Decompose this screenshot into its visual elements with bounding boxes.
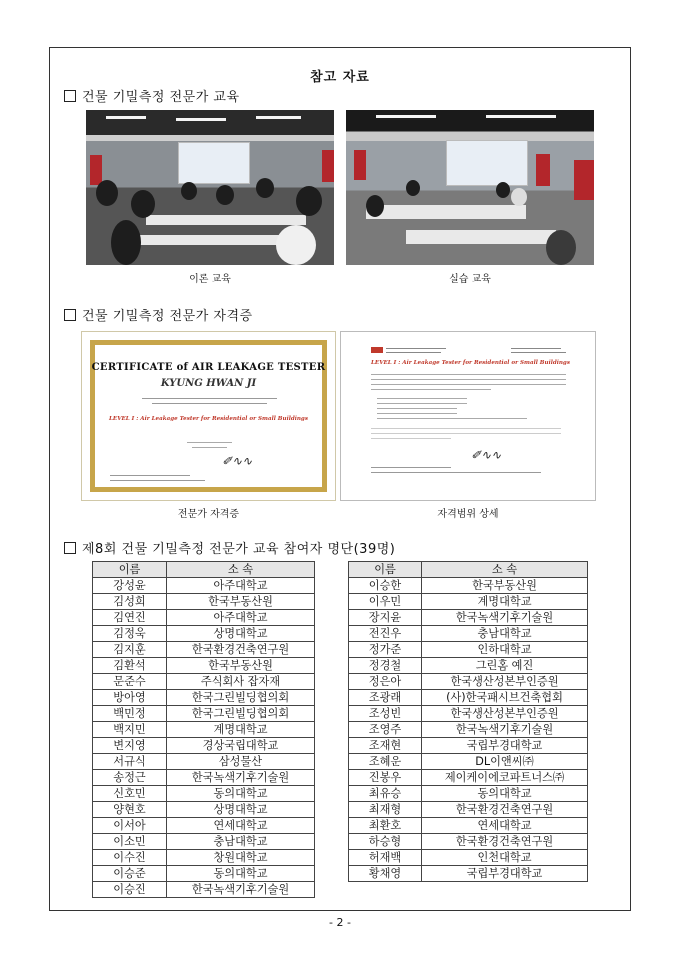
header-name: 이름 <box>349 562 422 578</box>
table-row <box>93 722 315 738</box>
participant-name: 허재백 <box>349 850 422 866</box>
participant-name: 이승진 <box>93 882 167 898</box>
table-row <box>93 658 315 674</box>
participant-affiliation: 동의대학교 <box>167 786 315 802</box>
participant-name: 방아영 <box>93 690 167 706</box>
table-row <box>93 738 315 754</box>
participant-affiliation: 한국부동산원 <box>422 578 588 594</box>
table-row <box>349 818 588 834</box>
caption-practice: 실습 교육 <box>449 274 491 285</box>
participant-name: 정은아 <box>349 674 422 690</box>
table-row <box>93 690 315 706</box>
table-row <box>93 802 315 818</box>
participant-affiliation: 국립부경대학교 <box>422 738 588 754</box>
table-row <box>349 642 588 658</box>
participant-affiliation: 연세대학교 <box>422 818 588 834</box>
checkbox-square-icon <box>64 542 76 554</box>
participant-affiliation: 상명대학교 <box>167 802 315 818</box>
table-row <box>349 770 588 786</box>
participant-name: 황채영 <box>349 866 422 882</box>
section-certificate: 건물 기밀측정 전문가 자격증 <box>64 305 253 324</box>
participant-name: 전진우 <box>349 626 422 642</box>
participant-affiliation: 한국환경건축연구원 <box>167 642 315 658</box>
participant-name: 이서아 <box>93 818 167 834</box>
checkbox-square-icon <box>64 309 76 321</box>
participants-table-right <box>348 561 588 882</box>
participant-affiliation: 아주대학교 <box>167 610 315 626</box>
participant-affiliation: 계명대학교 <box>422 594 588 610</box>
table-row <box>349 834 588 850</box>
participant-affiliation: 한국생산성본부인증원 <box>422 674 588 690</box>
participant-affiliation: (사)한국패시브건축협회 <box>422 690 588 706</box>
participant-name: 송정근 <box>93 770 167 786</box>
participant-name: 조재현 <box>349 738 422 754</box>
participant-affiliation: 국립부경대학교 <box>422 866 588 882</box>
table-header-row <box>93 562 315 578</box>
participant-name: 양현호 <box>93 802 167 818</box>
theory-lecture-photo <box>86 110 334 265</box>
table-row <box>349 866 588 882</box>
participant-name: 김정욱 <box>93 626 167 642</box>
table-row <box>349 754 588 770</box>
table-row <box>349 738 588 754</box>
participant-affiliation: 한국녹색기후기술원 <box>422 722 588 738</box>
table-row <box>93 770 315 786</box>
table-row <box>93 786 315 802</box>
participant-affiliation: 한국환경건축연구원 <box>422 834 588 850</box>
participant-name: 백지민 <box>93 722 167 738</box>
participant-affiliation: 삼성물산 <box>167 754 315 770</box>
table-row <box>349 850 588 866</box>
practice-lecture-photo <box>346 110 594 265</box>
table-row <box>93 818 315 834</box>
table-row <box>93 626 315 642</box>
table-row <box>349 802 588 818</box>
logo-icon <box>371 347 383 353</box>
participant-affiliation: 동의대학교 <box>167 866 315 882</box>
signature-icon: ✐∿∿ <box>222 454 253 468</box>
participant-name: 변지영 <box>93 738 167 754</box>
participant-affiliation: 한국환경건축연구원 <box>422 802 588 818</box>
participant-name: 이승준 <box>93 866 167 882</box>
participant-name: 강성윤 <box>93 578 167 594</box>
participant-affiliation: 한국생산성본부인증원 <box>422 706 588 722</box>
table-row <box>349 706 588 722</box>
participant-name: 문준수 <box>93 674 167 690</box>
participant-affiliation: 경상국립대학교 <box>167 738 315 754</box>
table-row <box>349 594 588 610</box>
certificate-image: CERTIFICATE of AIR LEAKAGE TESTER KYUNG HWAN JI LEVEL I : Air Leakage Tester for Residential or Small Buildings ✐∿∿ <box>81 331 336 501</box>
certificate-detail-image: LEVEL I : Air Leakage Tester for Residential or Small Buildings ✐∿∿ <box>340 331 596 501</box>
table-header-row <box>349 562 588 578</box>
header-name: 이름 <box>93 562 167 578</box>
caption-theory: 이론 교육 <box>189 274 231 285</box>
table-row <box>349 786 588 802</box>
participant-affiliation: 한국부동산원 <box>167 594 315 610</box>
caption-scope: 자격범위 상세 <box>437 509 499 520</box>
header-affiliation: 소 속 <box>422 562 588 578</box>
table-row <box>93 642 315 658</box>
table-row <box>93 882 315 898</box>
participant-affiliation: 상명대학교 <box>167 626 315 642</box>
table-row <box>349 578 588 594</box>
participant-name: 이소민 <box>93 834 167 850</box>
participant-affiliation: 한국그린빌딩협의회 <box>167 690 315 706</box>
participant-name: 조성빈 <box>349 706 422 722</box>
participant-affiliation: 충남대학교 <box>167 834 315 850</box>
participant-name: 최재형 <box>349 802 422 818</box>
table-row <box>93 674 315 690</box>
participant-affiliation: DL이앤씨㈜ <box>422 754 588 770</box>
participant-name: 김환석 <box>93 658 167 674</box>
signature-icon: ✐∿∿ <box>471 448 502 462</box>
participant-name: 이우민 <box>349 594 422 610</box>
participant-name: 장지윤 <box>349 610 422 626</box>
participant-affiliation: 동의대학교 <box>422 786 588 802</box>
section-education: 건물 기밀측정 전문가 교육 <box>64 86 240 105</box>
participant-name: 정가준 <box>349 642 422 658</box>
participant-affiliation: 한국녹색기후기술원 <box>167 882 315 898</box>
participant-name: 최환호 <box>349 818 422 834</box>
participant-name: 진봉우 <box>349 770 422 786</box>
participant-affiliation: 그린홈 예진 <box>422 658 588 674</box>
table-row <box>93 578 315 594</box>
participant-name: 정경철 <box>349 658 422 674</box>
table-row <box>93 866 315 882</box>
participant-name: 백민정 <box>93 706 167 722</box>
caption-certificate: 전문가 자격증 <box>177 509 240 520</box>
participant-affiliation: 주식회사 잡자재 <box>167 674 315 690</box>
table-row <box>349 610 588 626</box>
participant-name: 김연진 <box>93 610 167 626</box>
participant-name: 김성희 <box>93 594 167 610</box>
participant-name: 조광래 <box>349 690 422 706</box>
participant-name: 조혜운 <box>349 754 422 770</box>
participant-affiliation: 창원대학교 <box>167 850 315 866</box>
participant-name: 하승형 <box>349 834 422 850</box>
table-row <box>93 834 315 850</box>
participant-affiliation: 인천대학교 <box>422 850 588 866</box>
table-row <box>93 754 315 770</box>
participant-affiliation: 한국그린빌딩협의회 <box>167 706 315 722</box>
participant-affiliation: 제이케이에코파트너스㈜ <box>422 770 588 786</box>
participant-affiliation: 한국녹색기후기술원 <box>167 770 315 786</box>
participant-affiliation: 충남대학교 <box>422 626 588 642</box>
participant-affiliation: 인하대학교 <box>422 642 588 658</box>
table-row <box>349 722 588 738</box>
table-row <box>93 610 315 626</box>
table-row <box>93 850 315 866</box>
table-row <box>93 594 315 610</box>
table-row <box>349 626 588 642</box>
table-row <box>349 690 588 706</box>
participant-name: 이수진 <box>93 850 167 866</box>
participant-affiliation: 아주대학교 <box>167 578 315 594</box>
checkbox-square-icon <box>64 90 76 102</box>
page-number: - 2 - <box>329 916 351 929</box>
section-participants: 제8회 건물 기밀측정 전문가 교육 참여자 명단(39명) <box>64 538 395 557</box>
participant-name: 최유승 <box>349 786 422 802</box>
header-affiliation: 소 속 <box>167 562 315 578</box>
participant-name: 서규식 <box>93 754 167 770</box>
page-title: 참고 자료 <box>310 70 370 85</box>
participant-name: 조영주 <box>349 722 422 738</box>
participant-affiliation: 연세대학교 <box>167 818 315 834</box>
table-row <box>349 674 588 690</box>
participant-name: 신호민 <box>93 786 167 802</box>
participant-affiliation: 한국부동산원 <box>167 658 315 674</box>
participant-name: 이승한 <box>349 578 422 594</box>
participant-affiliation: 계명대학교 <box>167 722 315 738</box>
table-row <box>93 706 315 722</box>
participant-affiliation: 한국녹색기후기술원 <box>422 610 588 626</box>
participant-name: 김지훈 <box>93 642 167 658</box>
table-row <box>349 658 588 674</box>
participants-table-left <box>92 561 315 898</box>
